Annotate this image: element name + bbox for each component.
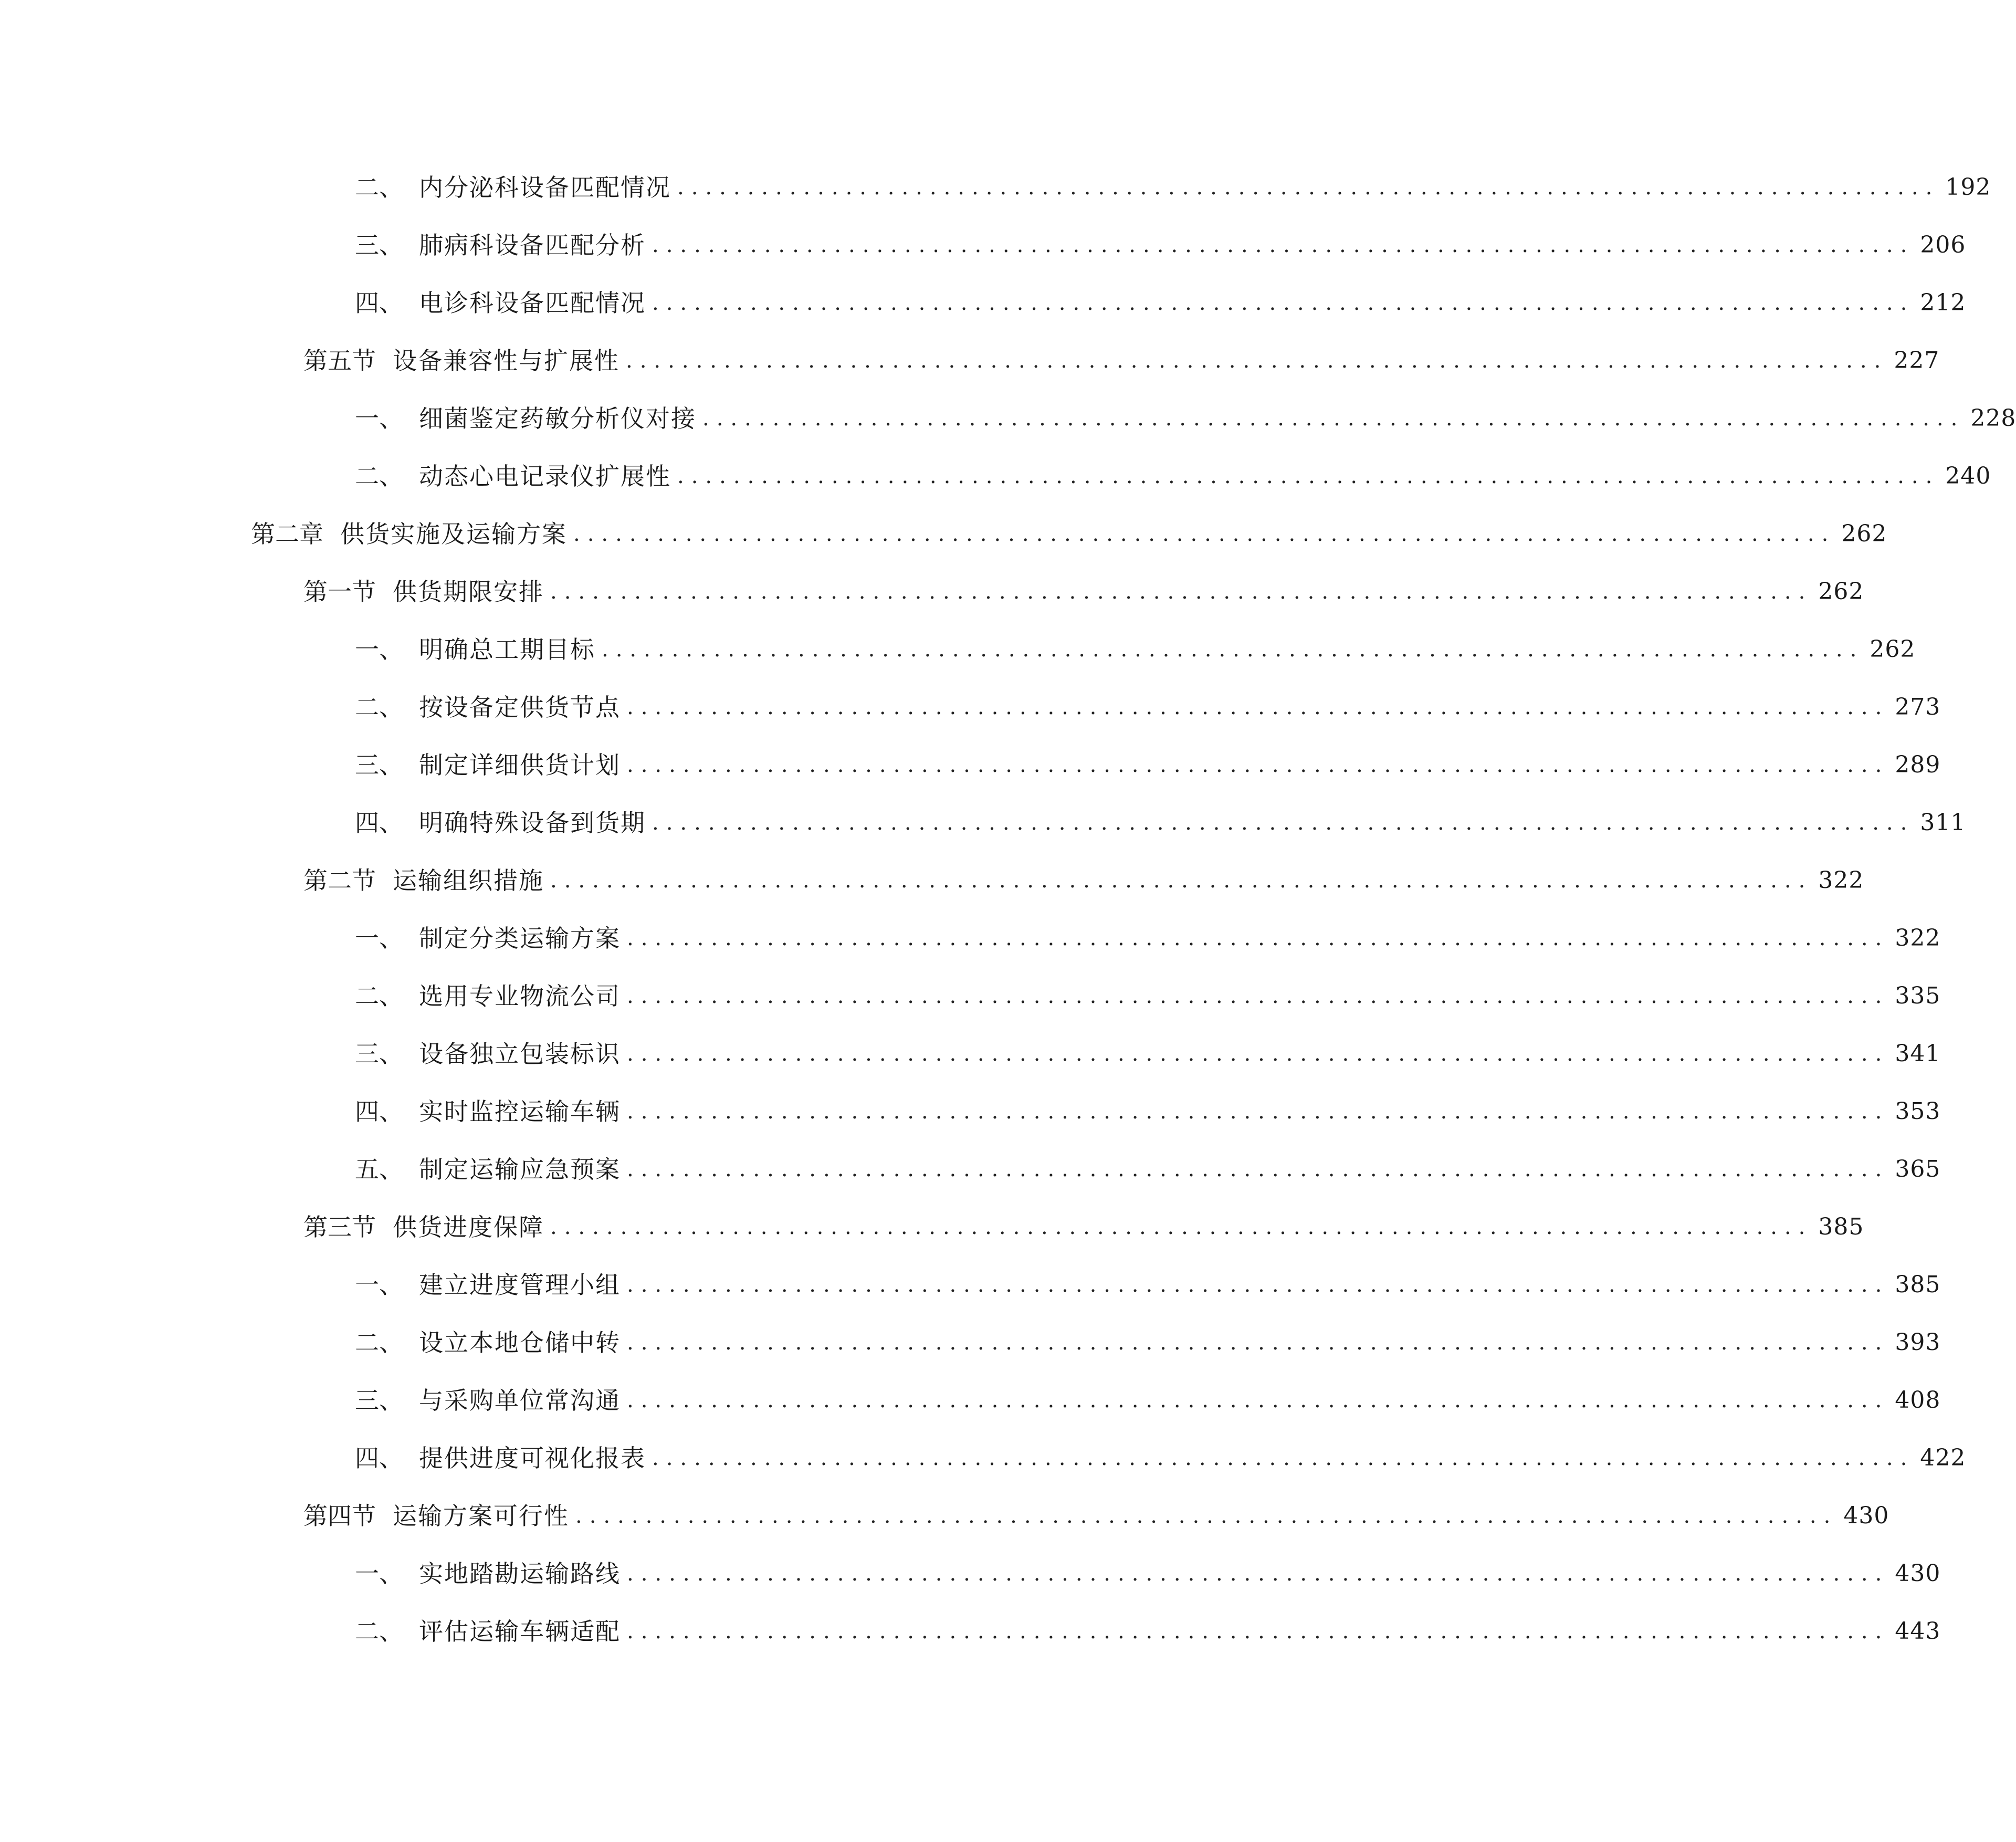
toc-entry-title: 明确特殊设备到货期	[419, 809, 646, 837]
toc-entry-number: 三、	[355, 751, 403, 779]
toc-entry-title: 选用专业物流公司	[419, 982, 621, 1010]
toc-entry-number: 三、	[355, 231, 403, 259]
toc-entry-title: 设备独立包装标识	[419, 1040, 621, 1068]
toc-entry[interactable]	[0, 1372, 1941, 1429]
toc-entry[interactable]	[0, 678, 1941, 736]
toc-dot-leader: ..........................................................................................	[627, 1100, 1889, 1124]
toc-entry-page: 228	[1970, 405, 2016, 432]
toc-entry-title: 与采购单位常沟通	[419, 1386, 621, 1415]
toc-entry-title: 细菌鉴定药敏分析仪对接	[419, 404, 696, 433]
toc-dot-leader: ..........................................................................................	[573, 522, 1836, 546]
toc-entry-number: 三、	[355, 1386, 403, 1415]
toc-entry[interactable]	[0, 563, 1864, 621]
toc-entry[interactable]	[0, 1256, 1941, 1314]
toc-entry[interactable]	[0, 1083, 1941, 1140]
toc-dot-leader: ..........................................................................................	[627, 1331, 1889, 1355]
toc-entry[interactable]	[0, 1198, 1864, 1256]
toc-entry[interactable]	[0, 1140, 1941, 1198]
toc-entry-number: 第一节	[303, 578, 376, 606]
toc-dot-leader: ..........................................................................................	[627, 926, 1889, 950]
toc-entry-page: 273	[1895, 694, 1941, 720]
toc-entry-page: 227	[1894, 347, 1940, 374]
toc-dot-leader: ..........................................................................................	[627, 1562, 1889, 1586]
toc-entry-number: 二、	[355, 173, 403, 202]
toc-entry-page: 262	[1841, 520, 1887, 547]
toc-dot-leader: ..........................................................................................	[627, 1042, 1889, 1066]
toc-dot-leader: ..........................................................................................	[627, 984, 1889, 1008]
toc-entry-title: 供货进度保障	[393, 1213, 544, 1241]
toc-dot-leader: ..........................................................................................	[550, 868, 1813, 893]
toc-entry-number: 二、	[355, 693, 403, 721]
toc-dot-leader: ..........................................................................................	[626, 349, 1888, 373]
toc-entry[interactable]	[0, 621, 1916, 678]
toc-entry-title: 建立进度管理小组	[419, 1271, 621, 1299]
toc-entry-page: 262	[1818, 578, 1864, 605]
toc-entry-title: 电诊科设备匹配情况	[419, 289, 646, 317]
toc-entry-number: 五、	[355, 1155, 403, 1184]
toc-entry[interactable]	[0, 1603, 1941, 1660]
toc-entry-title: 内分泌科设备匹配情况	[419, 173, 671, 202]
table-of-contents	[0, 159, 2016, 1660]
toc-entry-number: 二、	[355, 1328, 403, 1357]
toc-entry-title: 提供进度可视化报表	[419, 1444, 646, 1472]
toc-entry-page: 385	[1895, 1271, 1941, 1298]
toc-entry-number: 四、	[355, 1444, 403, 1472]
toc-entry-title: 运输组织措施	[393, 866, 544, 895]
toc-entry-number: 四、	[355, 809, 403, 837]
toc-entry-page: 430	[1843, 1502, 1889, 1529]
toc-entry-page: 240	[1945, 463, 1991, 489]
toc-entry[interactable]	[0, 159, 1991, 216]
toc-dot-leader: ..........................................................................................	[627, 1273, 1889, 1297]
toc-dot-leader: ..........................................................................................	[575, 1504, 1838, 1528]
toc-entry-page: 341	[1895, 1040, 1941, 1067]
toc-entry-number: 三、	[355, 1040, 403, 1068]
toc-dot-leader: ..........................................................................................	[550, 580, 1813, 604]
toc-entry[interactable]	[0, 1429, 1966, 1487]
toc-entry-number: 一、	[355, 1271, 403, 1299]
toc-entry-page: 335	[1895, 982, 1941, 1009]
toc-entry-number: 一、	[355, 924, 403, 953]
toc-dot-leader: ..........................................................................................	[702, 406, 1965, 431]
toc-entry[interactable]	[0, 1545, 1941, 1603]
toc-entry-number: 第四节	[303, 1502, 376, 1530]
toc-entry-title: 制定详细供货计划	[419, 751, 621, 779]
toc-dot-leader: ..........................................................................................	[627, 1619, 1889, 1644]
toc-dot-leader: ..........................................................................................	[627, 1157, 1889, 1181]
toc-entry-number: 一、	[355, 635, 403, 664]
toc-entry[interactable]	[0, 794, 1966, 852]
toc-entry-page: 353	[1895, 1098, 1941, 1125]
toc-entry-page: 365	[1895, 1156, 1941, 1182]
toc-entry[interactable]	[0, 505, 1887, 563]
toc-entry-page: 393	[1895, 1329, 1941, 1356]
toc-dot-leader: ..........................................................................................	[652, 1446, 1915, 1470]
toc-dot-leader: ..........................................................................................	[627, 695, 1889, 719]
toc-entry-number: 第二章	[251, 520, 323, 548]
toc-entry-number: 二、	[355, 1617, 403, 1646]
toc-entry-page: 430	[1895, 1560, 1941, 1587]
toc-dot-leader: ..........................................................................................	[677, 175, 1940, 200]
toc-entry[interactable]	[0, 967, 1941, 1025]
toc-entry[interactable]	[0, 1487, 1889, 1545]
toc-entry[interactable]	[0, 909, 1941, 967]
toc-entry-page: 289	[1895, 751, 1941, 778]
toc-entry[interactable]	[0, 390, 2016, 447]
toc-entry-page: 422	[1920, 1445, 1966, 1471]
toc-entry-page: 322	[1895, 925, 1941, 951]
toc-entry-number: 第三节	[303, 1213, 376, 1241]
toc-entry-page: 206	[1920, 232, 1966, 258]
toc-entry[interactable]	[0, 332, 1940, 390]
toc-entry-number: 第二节	[303, 866, 376, 895]
toc-entry[interactable]	[0, 274, 1966, 332]
toc-entry-page: 262	[1870, 636, 1916, 663]
toc-entry-title: 设备兼容性与扩展性	[393, 347, 620, 375]
toc-entry-number: 四、	[355, 289, 403, 317]
toc-entry-title: 供货期限安排	[393, 578, 544, 606]
toc-dot-leader: ..........................................................................................	[627, 1388, 1889, 1412]
toc-entry-title: 设立本地仓储中转	[419, 1328, 621, 1357]
toc-dot-leader: ..........................................................................................	[627, 753, 1889, 777]
toc-dot-leader: ..........................................................................................	[602, 637, 1864, 662]
toc-entry-page: 443	[1895, 1618, 1941, 1645]
toc-entry-title: 动态心电记录仪扩展性	[419, 462, 671, 490]
toc-entry[interactable]	[0, 447, 1991, 505]
toc-entry-title: 明确总工期目标	[419, 635, 595, 664]
toc-dot-leader: ..........................................................................................	[550, 1215, 1813, 1239]
toc-entry-number: 二、	[355, 982, 403, 1010]
toc-entry-page: 311	[1920, 809, 1966, 836]
toc-entry-title: 制定分类运输方案	[419, 924, 621, 953]
toc-entry[interactable]	[0, 736, 1941, 794]
toc-entry-title: 供货实施及运输方案	[340, 520, 567, 548]
toc-entry[interactable]	[0, 852, 1864, 909]
toc-entry-number: 第五节	[303, 347, 376, 375]
toc-entry[interactable]	[0, 216, 1966, 274]
toc-entry-title: 运输方案可行性	[393, 1502, 569, 1530]
toc-dot-leader: ..........................................................................................	[652, 291, 1915, 315]
toc-dot-leader: ..........................................................................................	[652, 233, 1915, 257]
toc-entry-page: 408	[1895, 1387, 1941, 1414]
toc-entry-number: 一、	[355, 1560, 403, 1588]
toc-entry-number: 四、	[355, 1097, 403, 1126]
toc-entry-page: 192	[1945, 174, 1991, 201]
toc-entry-title: 肺病科设备匹配分析	[419, 231, 646, 259]
toc-entry-number: 一、	[355, 404, 403, 433]
toc-entry[interactable]	[0, 1025, 1941, 1083]
toc-dot-leader: ..........................................................................................	[677, 464, 1940, 488]
toc-entry-title: 制定运输应急预案	[419, 1155, 621, 1184]
toc-entry-page: 385	[1818, 1213, 1864, 1240]
toc-entry-title: 实地踏勘运输路线	[419, 1560, 621, 1588]
toc-entry-page: 212	[1920, 289, 1966, 316]
toc-dot-leader: ..........................................................................................	[652, 811, 1915, 835]
toc-entry-title: 按设备定供货节点	[419, 693, 621, 721]
toc-entry-page: 322	[1818, 867, 1864, 894]
toc-entry-number: 二、	[355, 462, 403, 490]
toc-entry[interactable]	[0, 1314, 1941, 1372]
toc-entry-title: 评估运输车辆适配	[419, 1617, 621, 1646]
toc-entry-title: 实时监控运输车辆	[419, 1097, 621, 1126]
